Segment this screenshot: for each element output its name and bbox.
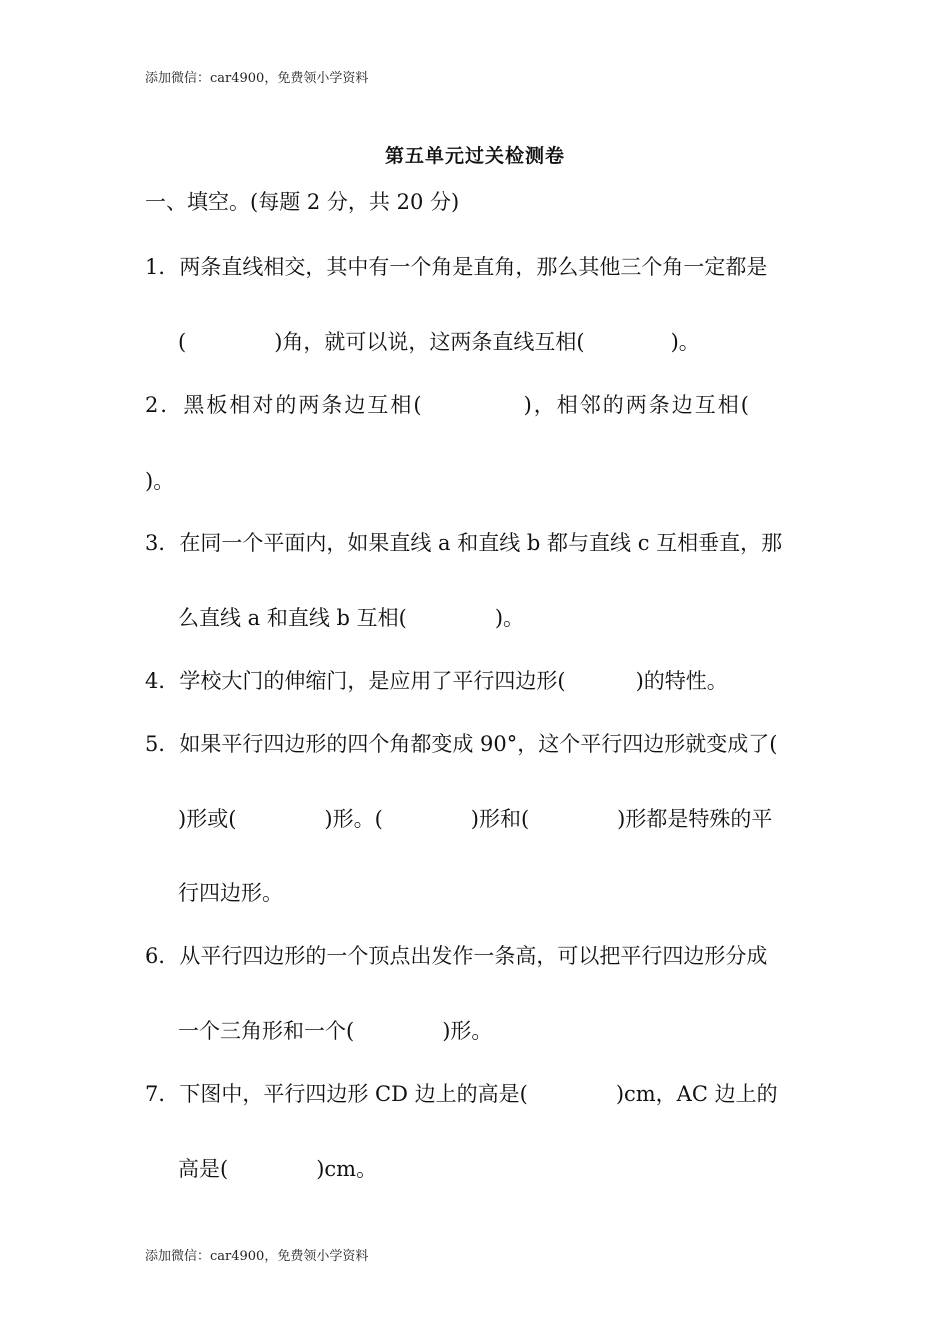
question-6-line-1: 6．从平行四边形的一个顶点出发作一条高，可以把平行四边形分成 xyxy=(145,944,768,968)
question-4-line-1: 4．学校大门的伸缩门，是应用了平行四边形( )的特性。 xyxy=(145,669,728,693)
section-heading: 一、填空。(每题 2 分，共 20 分) xyxy=(145,190,460,214)
question-5-line-2: )形或( )形。( )形和( )形都是特殊的平 xyxy=(178,807,773,831)
question-1-line-1: 1．两条直线相交，其中有一个角是直角，那么其他三个角一定都是 xyxy=(145,255,768,279)
question-1-line-2: ( )角，就可以说，这两条直线互相( )。 xyxy=(178,330,700,354)
page-footer: 添加微信：car4900，免费领小学资料 xyxy=(145,1249,369,1264)
page-header: 添加微信：car4900，免费领小学资料 xyxy=(145,71,369,86)
question-2-line-1: 2．黑板相对的两条边互相( )，相邻的两条边互相( xyxy=(145,393,751,417)
question-5-line-3: 行四边形。 xyxy=(178,881,283,905)
question-3-line-2: 么直线 a 和直线 b 互相( )。 xyxy=(178,606,525,630)
page-title: 第五单元过关检测卷 xyxy=(384,145,565,167)
question-3-line-1: 3．在同一个平面内，如果直线 a 和直线 b 都与直线 c 互相垂直，那 xyxy=(145,531,783,555)
question-6-line-2: 一个三角形和一个( )形。 xyxy=(178,1019,493,1043)
question-7-line-2: 高是( )cm。 xyxy=(178,1157,378,1181)
question-2-line-2: )。 xyxy=(145,469,175,493)
question-5-line-1: 5．如果平行四边形的四个角都变成 90°，这个平行四边形就变成了( xyxy=(145,732,778,756)
question-7-line-1: 7．下图中，平行四边形 CD 边上的高是( )cm，AC 边上的 xyxy=(145,1082,778,1106)
